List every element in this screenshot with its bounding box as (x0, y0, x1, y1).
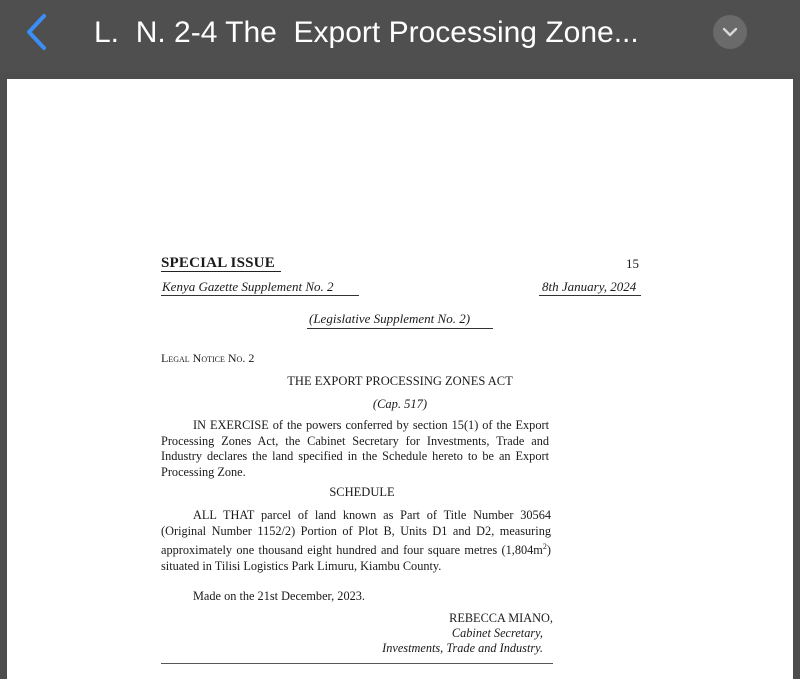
schedule-heading: SCHEDULE (329, 485, 395, 499)
back-button[interactable] (18, 12, 54, 52)
legal-notice-label: Legal Notice No. 2 (161, 351, 255, 365)
supplement-underline (307, 328, 493, 329)
chevron-left-icon (25, 13, 47, 51)
signatory-role: Cabinet Secretary, (451, 626, 543, 640)
title-dropdown-button[interactable] (713, 15, 747, 49)
exercise-paragraph: IN EXERCISE of the powers conferred by section 15(1) of the Export Processing Zones Act, the Cabinet Secretary for Investments, Trade and Industry declares the land specified in the Schedule hereto to be an Export Processing Zone. (161, 418, 549, 479)
heading-underline (161, 271, 281, 272)
page-number: 15 (626, 256, 639, 271)
document-page[interactable] (7, 79, 793, 679)
signatory-name: REBECCA MIANO, (449, 611, 553, 625)
schedule-text-end: ) situated in Tilisi Logistics Park Limuru, Kiambu County. (161, 543, 551, 573)
top-toolbar (0, 0, 800, 72)
document-title: L. N. 2-4 The Export Processing Zone... (94, 16, 639, 49)
date-underline (539, 295, 641, 296)
chevron-down-icon (722, 27, 738, 37)
gazette-underline (161, 295, 359, 296)
schedule-paragraph (161, 508, 551, 574)
special-issue-heading: SPECIAL ISSUE (161, 255, 275, 271)
issue-date: 8th January, 2024 (542, 279, 637, 294)
made-on-date: Made on the 21st December, 2023. (193, 589, 365, 603)
squared-superscript: 2 (542, 542, 547, 551)
schedule-text-start: ALL THAT parcel of land known as Part of Title Number 30564 (Original Number 1152/2) Portion of Plot B, Units D1 and D2, measuring approximately one thousand eight hundred and four square metres (1,804m (161, 508, 551, 558)
gazette-document (7, 79, 793, 679)
signatory-ministry: Investments, Trade and Industry. (382, 641, 543, 655)
footer-rule (161, 663, 553, 664)
gazette-supplement-label: Kenya Gazette Supplement No. 2 (162, 279, 334, 294)
cap-reference: (Cap. 517) (372, 397, 428, 411)
act-title: THE EXPORT PROCESSING ZONES ACT (287, 374, 513, 388)
legislative-supplement-label: (Legislative Supplement No. 2) (309, 311, 471, 326)
